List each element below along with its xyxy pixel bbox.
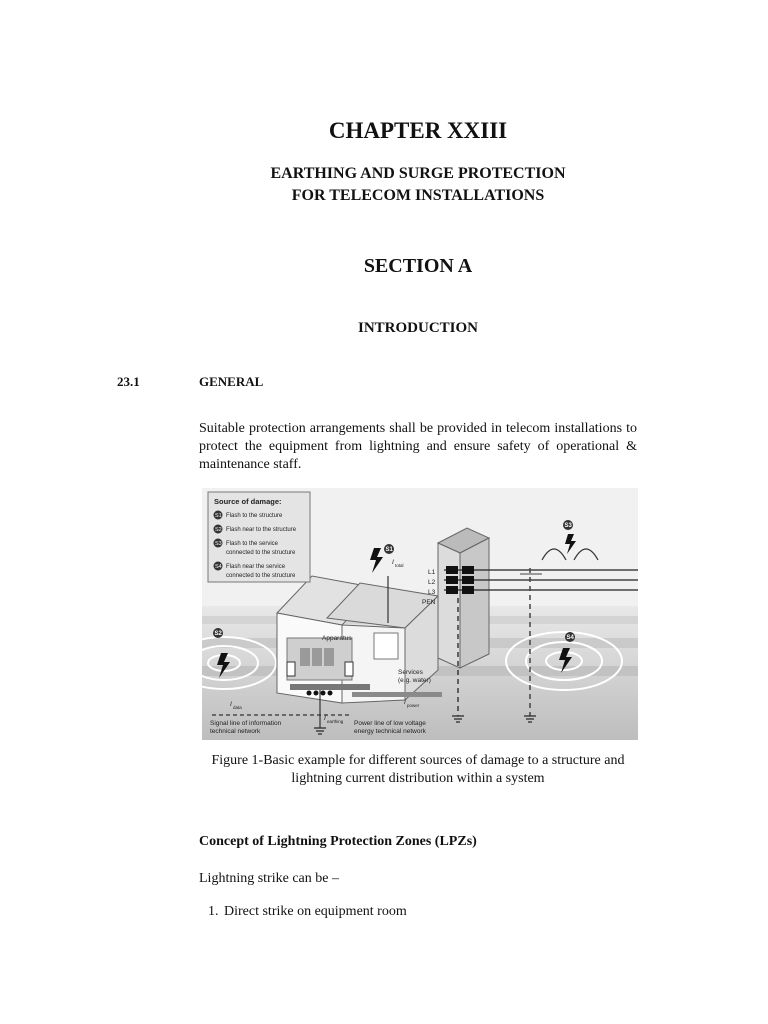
svg-text:S1: S1 [215,513,222,519]
chapter-title: CHAPTER XXIII [328,118,508,143]
section-heading: GENERAL [199,374,264,389]
list-item-text: Direct strike on equipment room [224,904,407,919]
pen-label: PEN [422,599,436,606]
svg-text:S3: S3 [564,523,572,529]
list-item-number: 1. [208,904,219,919]
signal-line-label-2: technical network [210,728,261,735]
i-total-sub: total [395,563,404,568]
svg-text:S2: S2 [214,631,222,637]
intro-paragraph: Suitable protection arrangements shall be provided in telecom installations to protect the equipment from lightning and ensure safety of operational & maintenance staff. [199,421,637,472]
figure-caption-line1: Figure 1-Basic example for different sources of damage to a structure and [211,753,625,768]
i-earthing-label: I [324,715,326,722]
legend-item-s2: Flash near to the structure [226,527,297,533]
legend-item-s4-line1: Flash near the service [226,564,286,570]
legend-item-s1: Flash to the structure [226,513,283,519]
legend-item-s3-line2: connected to the structure [226,550,296,556]
i-data-sub: data [233,705,242,710]
signal-line-label-1: Signal line of information [210,720,282,727]
l2-label: L2 [428,579,436,586]
i-earthing-sub: earthing [327,719,344,724]
i-total-label: I [392,559,394,566]
legend-title: Source of damage: [214,497,282,506]
apparatus-label: Apparatus [322,635,352,642]
i-power-sub: power [407,703,420,708]
l1-label: L1 [428,569,436,576]
svg-text:S4: S4 [215,564,222,570]
svg-text:S1: S1 [385,547,393,553]
svg-text:S2: S2 [215,527,222,533]
utility-house [438,528,489,668]
service-pipe [352,692,442,697]
legend-item-s3-line1: Flash to the service [226,541,279,547]
power-line-label-2: energy technical network [354,728,426,735]
svg-text:S3: S3 [215,541,222,547]
concept-heading: Concept of Lightning Protection Zones (LPZs) [199,834,477,849]
l3-label: L3 [428,589,436,596]
damage-legend [208,492,310,582]
lightning-damage-figure [202,488,638,740]
section-number: 23.1 [117,374,140,389]
i-power-label: I [404,699,406,706]
section-title: SECTION A [363,255,473,277]
figure-caption-line2: lightning current distribution within a system [291,771,545,786]
svg-text:S4: S4 [566,635,574,641]
services-label-1: Services [398,669,423,676]
strike-intro-text: Lightning strike can be – [199,871,339,886]
chapter-subtitle-line1: EARTHING AND SURGE PROTECTION [270,165,566,182]
introduction-heading: INTRODUCTION [357,320,478,336]
legend-item-s4-line2: connected to the structure [226,573,296,579]
chapter-subtitle-line2: FOR TELECOM INSTALLATIONS [291,187,545,204]
i-data-label: I [230,701,232,708]
earthing-bar [290,684,370,690]
services-label-2: (e.g. water) [398,677,431,684]
power-line-label-1: Power line of low voltage [354,720,426,727]
